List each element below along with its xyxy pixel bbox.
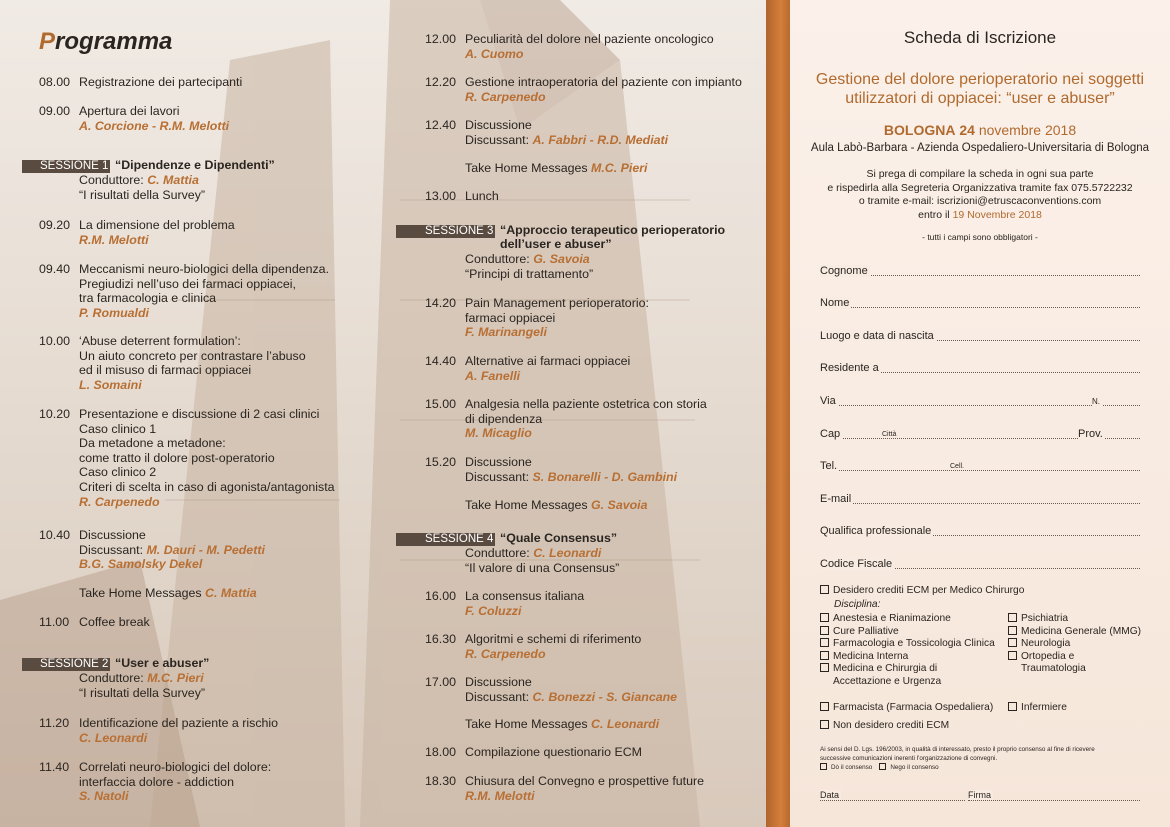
discipline-options-left: Anestesia e Rianimazione Cure Palliative Farmacologia e Tossicologia Clinica Medicina Interna Medicina e Chirurgia di Accettazione e Urgenza	[820, 613, 995, 688]
privacy-notice: Ai sensi del D. Lgs. 196/2003, in qualità di interessato, presto il proprio consenso al fine di ricevere successive comunicazioni inerenti l’organizzazione di convegni. Dò il consenso Nego il consenso	[820, 746, 1095, 771]
fold-separator	[766, 0, 790, 827]
programme-panel: Programma 08.00 Registrazione dei partecipanti 09.00 Apertura dei lavori A. Corcione - R.M. Melotti 09.20 La dimensione del problema R.M. Melotti 09.40 Meccanismi neuro-biologici della dipendenza. Pregiudizi nell’uso dei farmaci oppiacei, tra farmacologia e clinica P. Romualdi 10.00 ‘Abuse deterrent formulation’: Un aiuto concreto per contrastare l’abuso ed il misuso di farmaci oppiacei L. Somaini 10.20 Presentazione e discussione di 2 casi clinici Caso clinico 1 Da metadone a metadone: come tratto il dolore post-operatorio Caso clinico 2 Criteri di scelta in caso di agonista/antagonista R. Carpenedo 10.40 Discussione Discussant: M. Dauri - M. Pedetti B.G. Samolsky Dekel Take Home Messages C. Mattia 11.00 Coffee break 11.20 Identificazione del paziente a rischio C. Leonardi 11.40 Correlati neuro-biologici del dolore: interfaccia dolore - addiction S. Natoli SESSIONE 1 “Dipendenze e Dipendenti” Conduttore: C. Mattia “I risultati della Survey” SESSIONE 2 “User e abuser” Conduttore: M.C. Pieri “I risultati della Survey” 12.00 Peculiarità del dolore nel paziente oncologico A. Cuomo 12.20 Gestione intraoperatoria del paziente con impianto R. Carpenedo 12.40 Discussione Discussant: A. Fabbri - R.D. Mediati Take Home Messages M.C. Pieri 13.00 Lunch 14.20 Pain Management perioperatorio: farmaci oppiacei F. Marinangeli 14.40 Alternative ai farmaci oppiacei A. Fanelli 15.00 Analgesia nella paziente ostetrica con storia di dipendenza M. Micaglio 15.20 Discussione Discussant: S. Bonarelli - D. Gambini Take Home Messages G. Savoia 16.00 La consensus italiana F. Coluzzi 16.30 Algoritmi e schemi di riferimento R. Carpenedo 17.00 Discussione Discussant: C. Bonezzi - S. Giancane Take Home Messages C. Leonardi 18.00 Compilazione questionario ECM 18.30 Chiusura del Convegno e prospettive future R.M. Melotti SESSIONE 3 “Approccio terapeutico perioperatorio dell’user e abuser” Conduttore: G. Savoia “Principi di trattamento” SESSIONE 4 “Quale Consensus” Conduttore: C. Leonardi “Il valore di una Consensus”	[0, 0, 778, 827]
qualification-field[interactable]: Qualifica professionale	[820, 525, 1140, 539]
checkbox-anestesia[interactable]: Anestesia e Rianimazione	[820, 613, 995, 626]
checkbox-medicina-generale[interactable]: Medicina Generale (MMG)	[1008, 626, 1141, 639]
discipline-options-right: Psichiatria Medicina Generale (MMG) Neurologia Ortopedia e Traumatologia	[1008, 613, 1141, 676]
surname-field[interactable]: Cognome	[820, 265, 1140, 279]
email-field[interactable]: E-mail	[820, 493, 1140, 507]
session-label: SESSIONE 1	[22, 160, 110, 173]
event-date: BOLOGNA 24 novembre 2018	[883, 122, 1077, 138]
phone-field[interactable]: Tel. Cell.	[820, 460, 1140, 474]
tax-code-field[interactable]: Codice Fiscale	[820, 558, 1140, 572]
checkbox-psichiatria[interactable]: Psichiatria	[1008, 613, 1141, 626]
ecm-yes-checkbox[interactable]: Desidero crediti ECM per Medico Chirurgo	[820, 585, 1024, 598]
required-note: - tutti i campi sono obbligatori -	[922, 232, 1038, 242]
checkbox-farmacologia[interactable]: Farmacologia e Tossicologia Clinica	[820, 638, 995, 651]
checkbox-medicina-urgenza[interactable]: Medicina e Chirurgia di	[820, 663, 995, 676]
name-field[interactable]: Nome	[820, 297, 1140, 311]
registration-form	[790, 0, 1170, 827]
session-label: SESSIONE 2	[22, 658, 110, 671]
ecm-no-checkbox[interactable]: Non desidero crediti ECM	[820, 720, 949, 733]
cap-field[interactable]: Cap Città Prov.	[820, 428, 1140, 442]
consent-no-checkbox[interactable]: Nego il consenso	[879, 764, 938, 771]
infermiere-checkbox[interactable]: Infermiere	[1008, 702, 1067, 715]
street-field[interactable]: Via N.	[820, 395, 1140, 409]
signature-field[interactable]: Firma	[968, 790, 1140, 804]
date-field[interactable]: Data	[820, 790, 965, 804]
residence-field[interactable]: Residente a	[820, 362, 1140, 376]
programme-title: Programma	[39, 28, 173, 55]
checkbox-medicina-interna[interactable]: Medicina Interna	[820, 651, 995, 664]
discipline-label: Disciplina:	[834, 599, 881, 610]
farmacista-checkbox[interactable]: Farmacista (Farmacia Ospedaliera)	[820, 702, 993, 715]
form-heading: Scheda di Iscrizione	[903, 28, 1057, 47]
event-venue: Aula Labò-Barbara - Azienda Ospedaliero-Universitaria di Bologna	[810, 142, 1150, 154]
checkbox-cure-palliative[interactable]: Cure Palliative	[820, 626, 995, 639]
session-label: SESSIONE 3	[396, 225, 495, 238]
checkbox-neurologia[interactable]: Neurologia	[1008, 638, 1141, 651]
birth-field[interactable]: Luogo e data di nascita	[820, 330, 1140, 344]
instructions: Si prega di compilare la scheda in ogni sua parte e rispedirla alla Segreteria Organizzativa tramite fax 075.5722232 o tramite e-mail: iscrizioni@etruscaconventions.com entro il 19 Novembre 2018	[827, 168, 1133, 221]
session-label: SESSIONE 4	[396, 533, 495, 546]
event-title: Gestione del dolore perioperatorio nei soggetti utilizzatori di oppiacei: “user e abuser”	[815, 71, 1145, 107]
consent-yes-checkbox[interactable]: Dò il consenso	[820, 764, 872, 771]
checkbox-ortopedia[interactable]: Ortopedia e	[1008, 651, 1141, 664]
